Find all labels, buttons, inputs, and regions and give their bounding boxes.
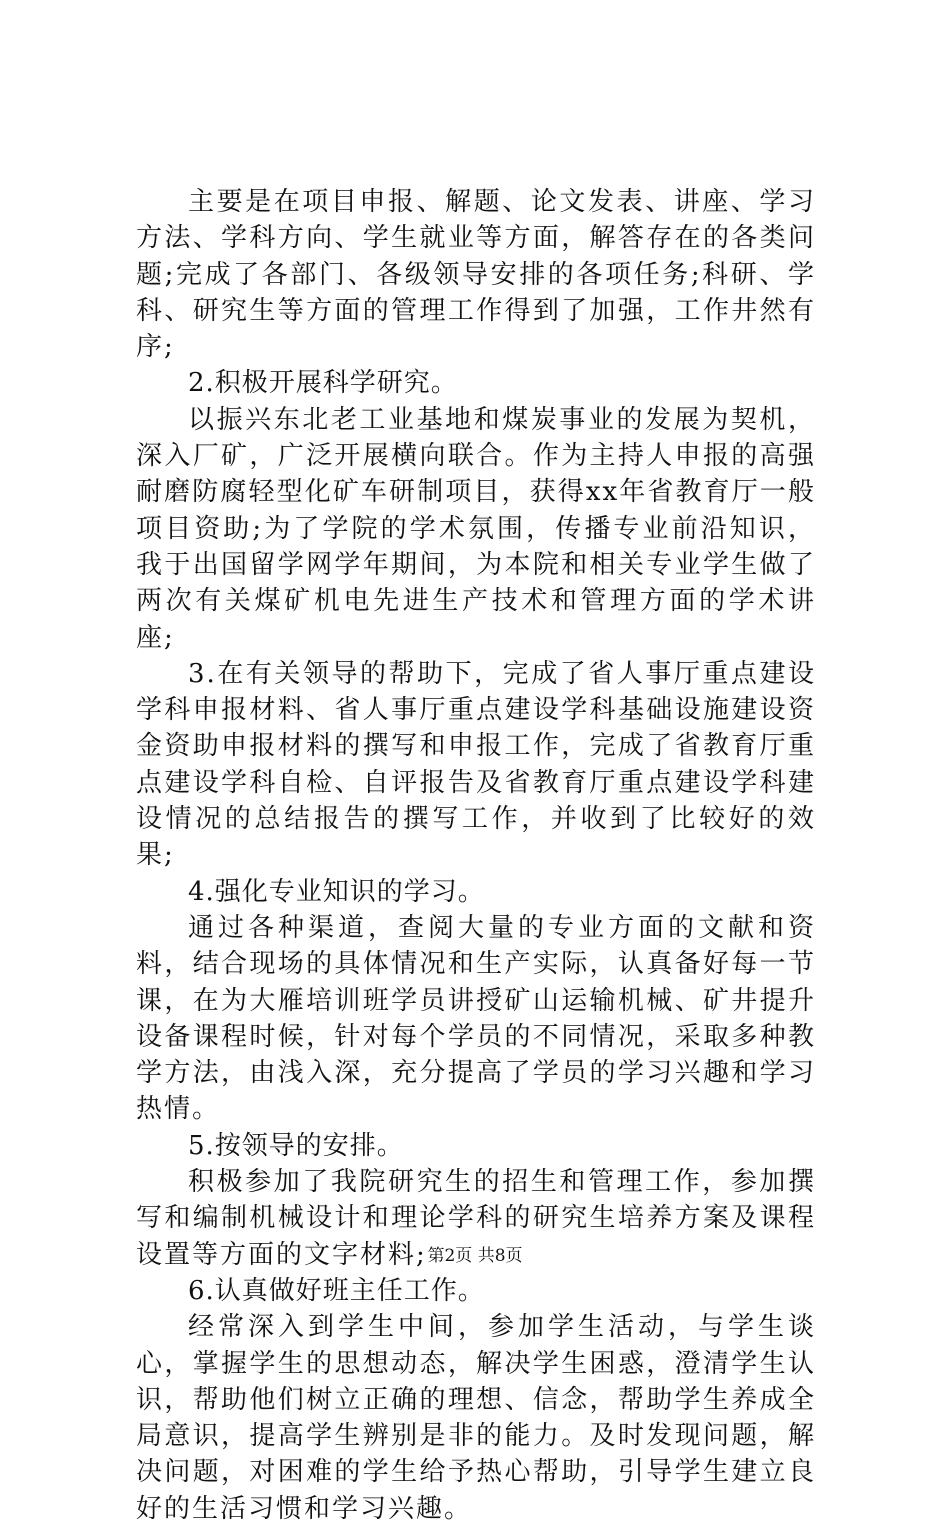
document-body bbox=[136, 184, 816, 1527]
paragraph: 积极参加了我院研究生的招生和管理工作，参加撰写和编制机械设计和理论学科的研究生培养方案及课程设置等方面的文字材料; bbox=[136, 1167, 816, 1270]
paragraph: 主要是在项目申报、解题、论文发表、讲座、学习方法、学科方向、学生就业等方面，解答存在的各类问题;完成了各部门、各级领导安排的各项任务;科研、学科、研究生等方面的管理工作得到了加强，工作井然有序; bbox=[136, 187, 816, 363]
section-heading: 5.按领导的安排。 bbox=[188, 1130, 404, 1161]
page-number-footer: 第2页 共8页 bbox=[427, 1246, 523, 1266]
section-heading: 2.积极开展科学研究。 bbox=[188, 368, 458, 399]
paragraph: 经常深入到学生中间，参加学生活动，与学生谈心，掌握学生的思想动态，解决学生困惑，澄清学生认识，帮助他们树立正确的理想、信念，帮助学生养成全局意识，提高学生辨别是非的能力。及时发现问题，解决问题，对困难的学生给予热心帮助，引导学生建立良好的生活习惯和学习兴趣。 bbox=[136, 1312, 816, 1524]
paragraph: 通过各种渠道，查阅大量的专业方面的文献和资料，结合现场的具体情况和生产实际，认真备好每一节课，在为大雁培训班学员讲授矿山运输机械、矿井提升设备课程时候，针对每个学员的不同情况，采取多种教学方法，由浅入深，充分提高了学员的学习兴趣和学习热情。 bbox=[136, 912, 816, 1125]
section-heading: 4.强化专业知识的学习。 bbox=[188, 876, 485, 907]
paragraph: 3.在有关领导的帮助下，完成了省人事厅重点建设学科申报材料、省人事厅重点建设学科基础设施建设资金资助申报材料的撰写和申报工作，完成了省教育厅重点建设学科自检、自评报告及省教育厅重点建设学科建设情况的总结报告的撰写工作，并收到了比较好的效果; bbox=[136, 658, 816, 871]
section-heading: 6.认真做好班主任工作。 bbox=[188, 1275, 485, 1306]
paragraph: 以振兴东北老工业基地和煤炭事业的发展为契机，深入厂矿，广泛开展横向联合。作为主持人申报的高强耐磨防腐轻型化矿车研制项目，获得xx年省教育厅一般项目资助;为了学院的学术氛围，传播专业前沿知识，我于出国留学网学年期间，为本院和相关专业学生做了两次有关煤矿机电先进生产技术和管理方面的学术讲座; bbox=[136, 404, 816, 653]
